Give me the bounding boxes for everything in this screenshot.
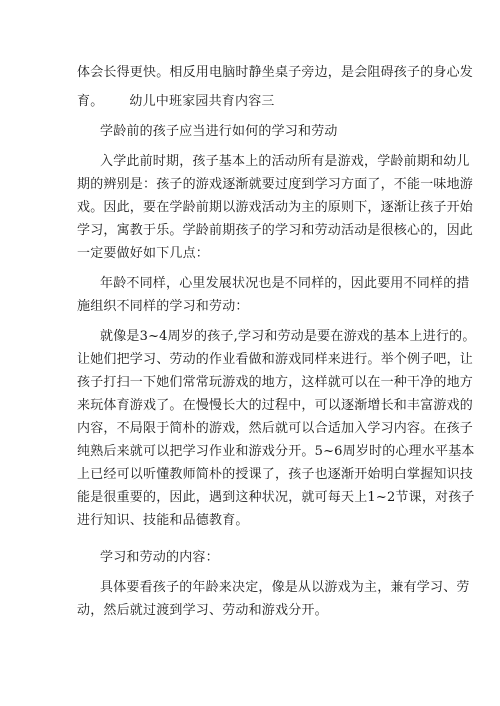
- paragraph-line: 动，然后就过渡到学习、劳动和游戏分开。: [77, 603, 328, 618]
- paragraph-line: 一定要做好如下几点：: [77, 246, 210, 261]
- paragraph-line: 就像是3~4周岁的孩子,学习和劳动是要在游戏的基本上进行的。: [100, 329, 476, 344]
- paragraph-line: 纯熟后来就可以把学习作业和游戏分开。5~6周岁时的心理水平基本: [77, 444, 475, 459]
- paragraph-line: 内容，不局限于简朴的游戏，然后就可以合适加入学习内容。在孩子: [77, 421, 474, 436]
- paragraph-line: 入学此前时期，孩子基本上的活动所有是游戏，学龄前期和幼儿: [100, 154, 470, 169]
- paragraph-line: 戏。因此，要在学龄前期以游戏活动为主的原则下，逐渐让孩子开始: [77, 200, 474, 215]
- paragraph-line: 育。: [77, 94, 104, 109]
- subheading: 学习和劳动的内容：: [100, 550, 219, 565]
- paragraph-line: 让她们把学习、劳动的作业看做和游戏同样来进行。举个例子吧，让: [77, 352, 474, 367]
- paragraph-line: 孩子打扫一下她们常常玩游戏的地方，这样就可以在一种干净的地方: [77, 375, 474, 390]
- paragraph-line: 上已经可以听懂教师简朴的授课了，孩子也逐渐开始明白掌握知识技: [77, 467, 474, 482]
- paragraph-line: 年龄不同样，心里发展状况也是不同样的，因此要用不同样的措: [100, 276, 470, 291]
- paragraph-line: 具体要看孩子的年龄来决定，像是从以游戏为主，兼有学习、劳: [100, 580, 470, 595]
- subheading: 学龄前的孩子应当进行如何的学习和劳动: [100, 124, 338, 139]
- paragraph-line: 进行知识、技能和品德教育。: [77, 513, 249, 528]
- paragraph-line: 来玩体育游戏了。在慢慢长大的过程中，可以逐渐增长和丰富游戏的: [77, 398, 474, 413]
- paragraph-line: 期的辨别是：孩子的游戏逐渐就要过度到学习方面了，不能一味地游: [77, 177, 474, 192]
- paragraph-line: 学习，寓教于乐。学龄前期孩子的学习和劳动活动是很核心的，因此: [77, 223, 474, 238]
- paragraph-line: 体会长得更快。相反用电脑时静坐桌子旁边，是会阻碍孩子的身心发: [77, 65, 474, 80]
- section-heading: 幼儿中班家园共育内容三: [129, 94, 275, 109]
- paragraph-line: 能是很重要的，因此，遇到这种状况，就可每天上1~2节课，对孩子: [77, 490, 475, 505]
- paragraph-line-with-heading: [77, 93, 437, 111]
- paragraph-line: 施组织不同样的学习和劳动：: [77, 299, 249, 314]
